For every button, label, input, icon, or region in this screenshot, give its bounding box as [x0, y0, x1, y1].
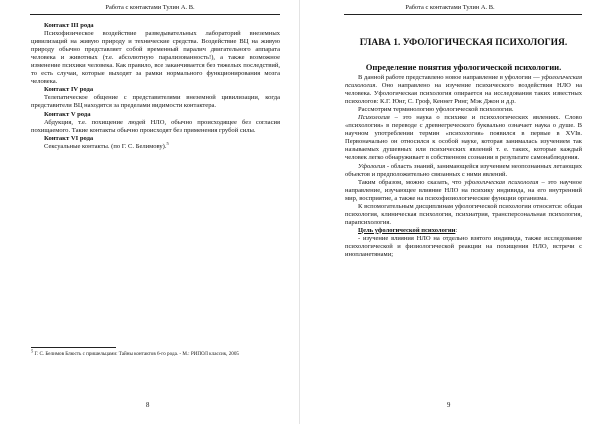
running-header: Работа с контактами Тулин А. В.: [105, 4, 195, 11]
page-number: 9: [447, 402, 451, 409]
footnote: [31, 348, 280, 357]
right-page: [300, 0, 600, 424]
right-page-body: [345, 28, 582, 259]
paragraph-text: . Оно направлено на изучение психического воздействия НЛО на человека. Уфологическая психология опирается на исследования таких известных психологов: К.Г. Юнг, С. Гроф, Кеннет Ринг, Мэк Джон и д.р.: [345, 82, 582, 106]
emphasis-term: Уфология: [358, 162, 386, 170]
footnote-marker[interactable]: 5: [166, 140, 169, 146]
contact-heading: Контакт IV рода: [44, 86, 94, 94]
chapter-title: ГЛАВА 1. УФОЛОГИЧЕСКАЯ ПСИХОЛОГИЯ.: [359, 38, 568, 48]
contact-heading: Контакт III рода: [44, 22, 94, 29]
body-paragraph: [345, 163, 582, 179]
goal-heading-colon: :: [455, 226, 458, 234]
page-number: 8: [146, 402, 150, 409]
emphasis-term: уфологическая психология: [345, 74, 582, 90]
paragraph-text: – это научное направление, изучающее влияние НЛО на психику индивида, на его внутренний мир, восприятие, а также на психофизиологические функции организма.: [345, 178, 582, 202]
body-paragraph: - изучение влияния НЛО на отдельно взятого индивида, также исследование психологической и физиологической реакции на похищения НЛО, встречи с инопланетянами;: [345, 234, 582, 259]
emphasis-term: уфологическая психология: [464, 178, 539, 186]
body-paragraph: [345, 114, 582, 162]
contact-heading: Контакт VI рода: [44, 134, 94, 142]
body-paragraph: Телепатическое общение с представителями внеземной цивилизации, когда представители ВЦ находятся за пределами видимости контактера.: [31, 94, 280, 110]
paragraph-text: - область знаний, занимающейся изучением неопознанных летающих объектов и предположительно связанных с ними явлений.: [345, 162, 582, 178]
paragraph-text: Сексуальные контакты. (по Г. С. Белимову).: [44, 142, 167, 150]
body-paragraph: Рассмотрим терминологию уфологической психологии.: [358, 106, 514, 114]
body-paragraph: Абдукция, т.е. похищение людей НЛО, обычно происходящее без согласия похищаемого. Такие контакты обычно происходят без применения грубой силы.: [31, 118, 280, 134]
body-paragraph: [345, 179, 582, 203]
footnote-number: 5: [31, 348, 34, 354]
running-header: Работа с контактами Тулин А. В.: [405, 4, 495, 11]
footnote-text: Г. С. Белимов Блюсть с пришельцами: Тайны контактов 6-го рода. - М.: РИПОЛ классик, 2005: [33, 351, 239, 357]
body-paragraph: К вспомогательным дисциплинам уфологической психологии относятся: общая психология, клиническая психология, психиатрия, трансперсональная психология, парапсихология.: [345, 202, 582, 226]
header-rule: [30, 14, 280, 15]
paragraph-text: Таким образом, можно сказать, что: [358, 178, 465, 186]
header-rule: [344, 14, 582, 15]
footnote-rule: [31, 347, 116, 348]
emphasis-term: Психология: [358, 114, 390, 122]
body-paragraph: Психофизическое воздействие разведывательных лабораторий внеземных цивилизаций на живую природу и технические средства. Воздействие ВЦ на живую природу обычно представляет собой временный паралич двигательного аппарата человека и животных (т.е. абсолютную парализованность!), а также возможное изменение психики человека. Как правило, все заканчивается без тяжелых последствий, то есть случаи, которые выходят за рамки нормального функционирования мозга человека.: [31, 30, 280, 86]
body-paragraph: [31, 140, 280, 151]
paragraph-text: В данной работе представлено новое направление в уфологии —: [358, 74, 542, 81]
goal-heading: [345, 227, 582, 235]
section-title: Определение понятия уфологической психологии.: [365, 62, 562, 72]
goal-heading-text: Цель уфологической психологии: [358, 226, 456, 234]
left-page-body: [31, 22, 280, 151]
contact-heading: Контакт V рода: [44, 110, 91, 118]
paragraph-text: – это наука о психике и психологических явлениях. Слово «психология» в переводе с древнегреческого буквально означает наука о душе. В научном употреблении термин «психология» появился в первые в XVIв. Первоначально он относился к особой науке, которая занималась изучением так называемых душевных или психических явлений т. е. таких, которые каждый человек легко обнаруживает в собственном сознании в результате самонаблюдения.: [345, 114, 582, 162]
body-paragraph: [345, 74, 582, 106]
